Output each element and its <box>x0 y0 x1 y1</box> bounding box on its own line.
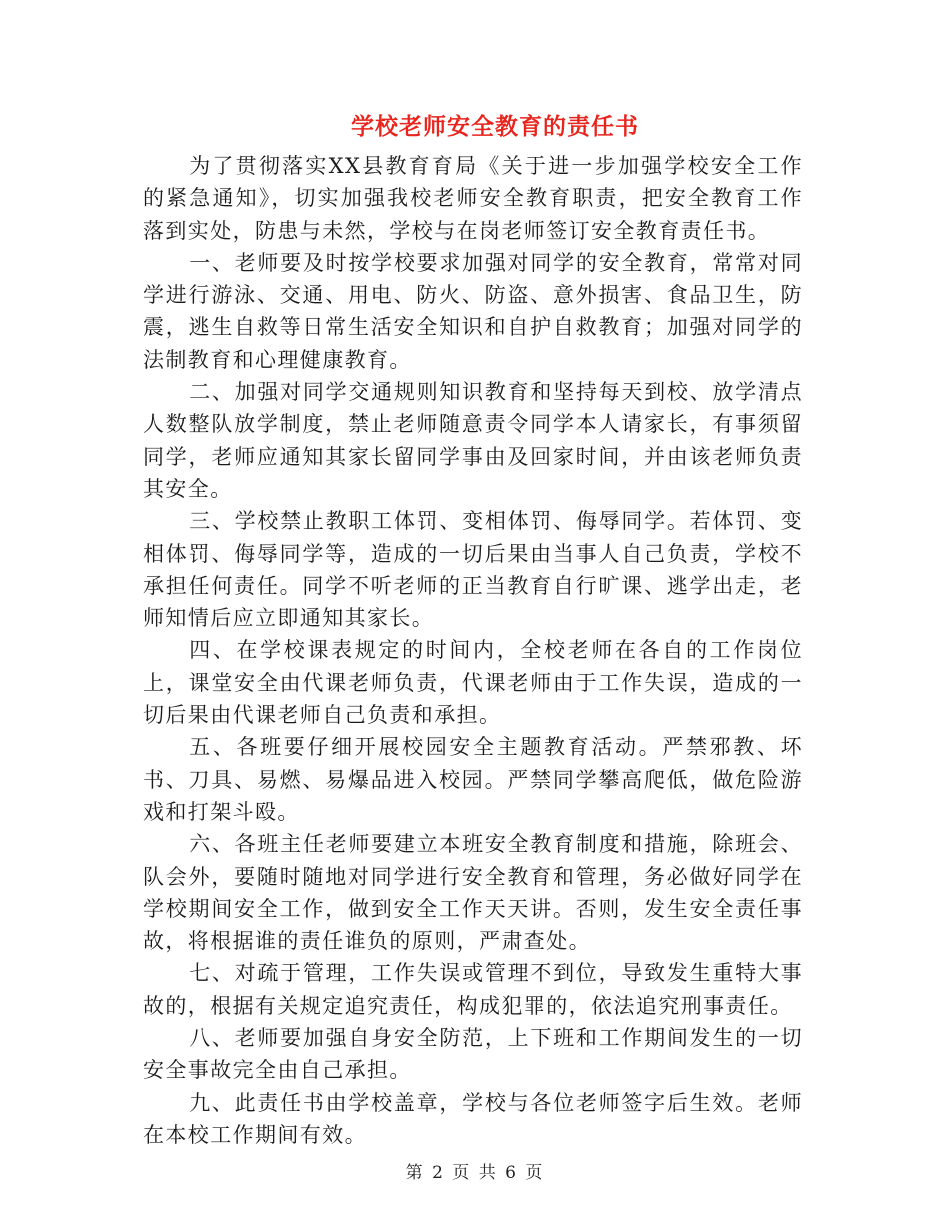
clause-paragraph-1: 一、老师要及时按学校要求加强对同学的安全教育，常常对同学进行游泳、交通、用电、防火、防盗、意外损害、食品卫生，防震，逃生自救等日常生活安全知识和自护自救教育；加强对同学的法制教育和心理健康教育。 <box>143 250 803 372</box>
document-title: 学校老师安全教育的责任书 <box>351 113 639 140</box>
clause-paragraph-8: 八、老师要加强自身安全防范，上下班和工作期间发生的一切安全事故完全由自己承担。 <box>143 1026 803 1083</box>
page-number-footer: 第 2 页 共 6 页 <box>405 1163 545 1183</box>
document-body <box>143 150 803 1151</box>
clause-paragraph-5: 五、各班要仔细开展校园安全主题教育活动。严禁邪教、坏书、刀具、易燃、易爆品进入校园。严禁同学攀高爬低，做危险游戏和打架斗殴。 <box>143 735 803 824</box>
clause-paragraph-7: 七、对疏于管理，工作失误或管理不到位，导致发生重特大事故的，根据有关规定追究责任，构成犯罪的，依法追究刑事责任。 <box>143 961 803 1018</box>
intro-paragraph: 为了贯彻落实XX县教育育局《关于进一步加强学校安全工作的紧急通知》，切实加强我校老师安全教育职责，把安全教育工作落到实处，防患与未然，学校与在岗老师签订安全教育责任书。 <box>143 154 803 243</box>
clause-paragraph-3: 三、学校禁止教职工体罚、变相体罚、侮辱同学。若体罚、变相体罚、侮辱同学等，造成的一切后果由当事人自己负责，学校不承担任何责任。同学不听老师的正当教育自行旷课、逃学出走，老师知情后应立即通知其家长。 <box>143 509 803 631</box>
clause-paragraph-6: 六、各班主任老师要建立本班安全教育制度和措施，除班会、队会外，要随时随地对同学进行安全教育和管理，务必做好同学在学校期间安全工作，做到安全工作天天讲。否则，发生安全责任事故，将根据谁的责任谁负的原则，严肃查处。 <box>143 832 803 954</box>
clause-paragraph-2: 二、加强对同学交通规则知识教育和坚持每天到校、放学清点人数整队放学制度，禁止老师随意责令同学本人请家长，有事须留同学，老师应通知其家长留同学事由及回家时间，并由该老师负责其安全。 <box>143 380 803 501</box>
clause-paragraph-9: 九、此责任书由学校盖章，学校与各位老师签字后生效。老师在本校工作期间有效。 <box>143 1090 803 1147</box>
clause-paragraph-4: 四、在学校课表规定的时间内，全校老师在各自的工作岗位上，课堂安全由代课老师负责，代课老师由于工作失误，造成的一切后果由代课老师自己负责和承担。 <box>143 638 803 728</box>
